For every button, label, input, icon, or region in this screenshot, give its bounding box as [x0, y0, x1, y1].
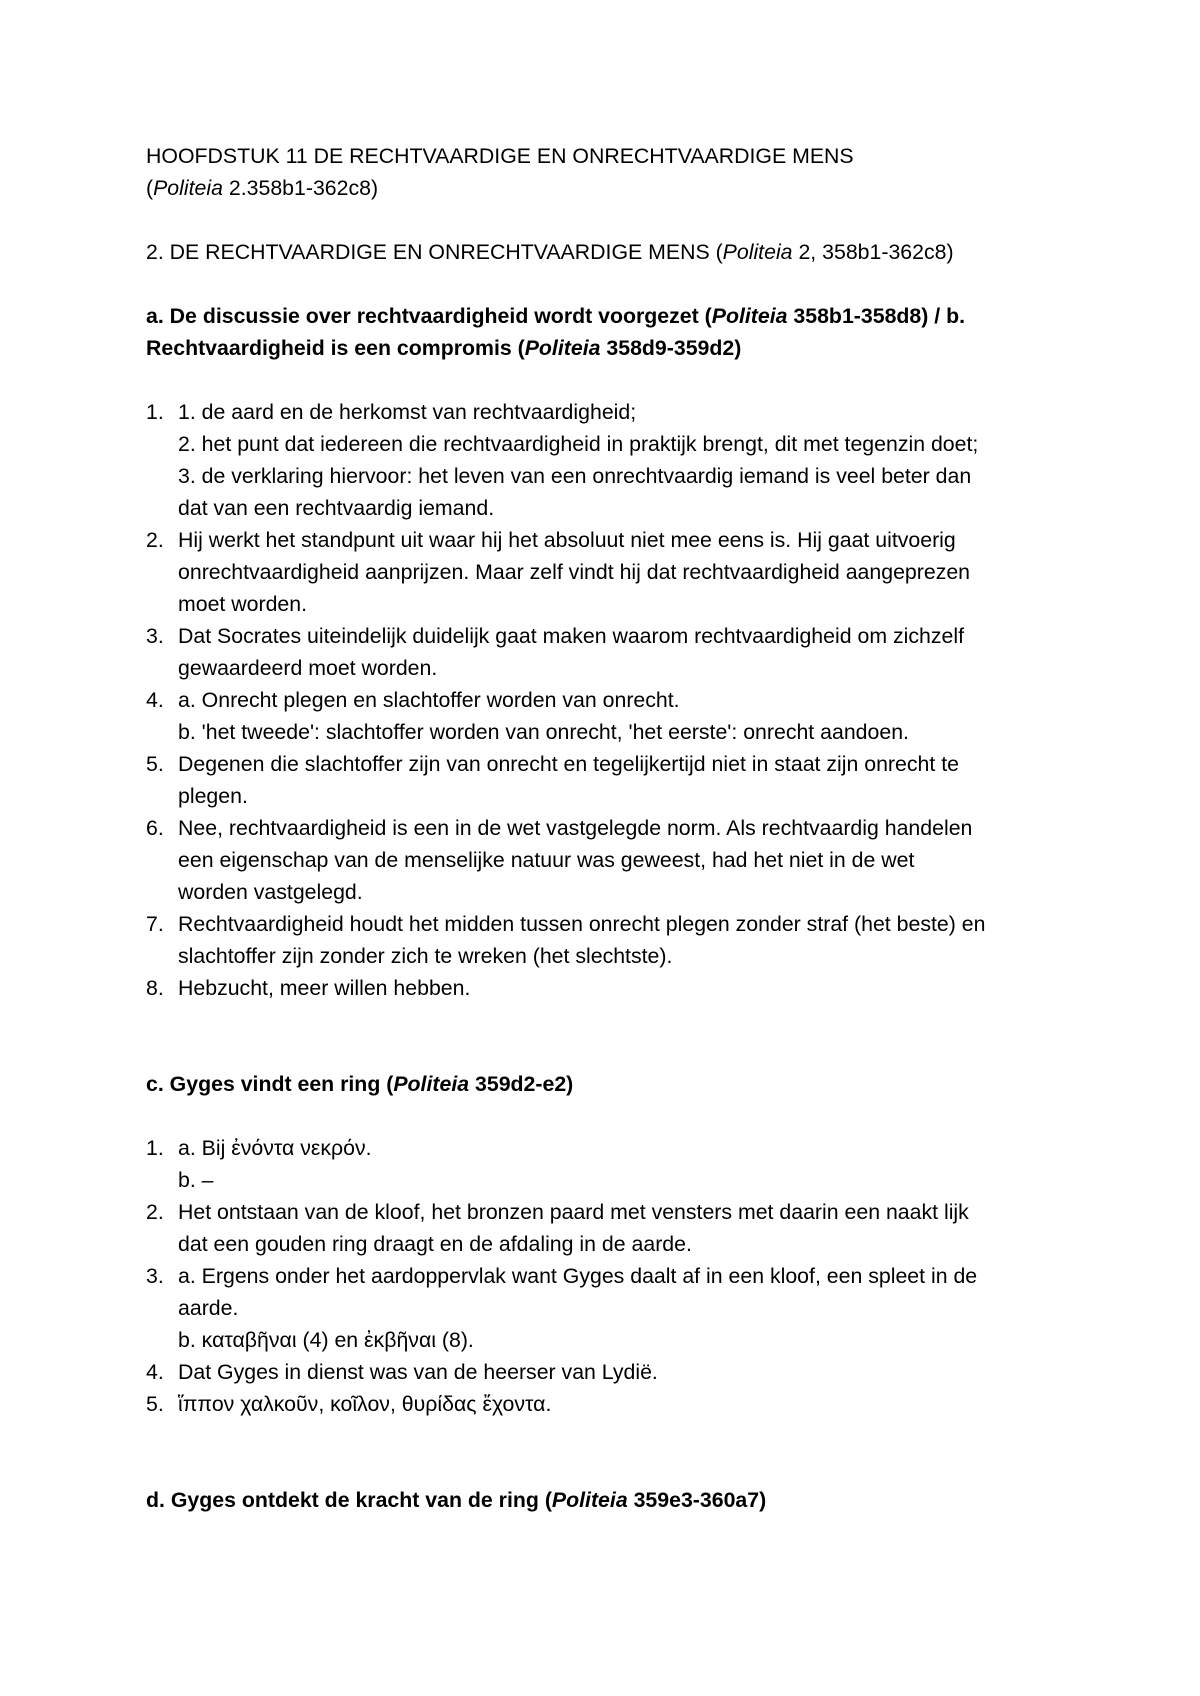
list-item-line: 3. de verklaring hiervoor: het leven van een onrechtvaardig iemand is veel beter dan — [178, 464, 972, 488]
section-a-heading-cont: Rechtvaardigheid is een compromis (Politeia 358d9-359d2) — [146, 336, 742, 360]
list-item-line: Nee, rechtvaardigheid is een in de wet vastgelegde norm. Als rechtvaardig handelen — [178, 816, 973, 840]
list-item-number: 5. — [146, 752, 164, 776]
list-item — [146, 972, 1086, 1004]
chapter-reference: (Politeia 2.358b1-362c8) — [146, 176, 379, 200]
list-item-line: dat een gouden ring draagt en de afdaling in de aarde. — [178, 1232, 692, 1256]
list-item-line: Degenen die slachtoffer zijn van onrecht en tegelijkertijd niet in staat zijn onrecht te — [178, 752, 959, 776]
list-item-line: Dat Gyges in dienst was van de heerser van Lydië. — [178, 1360, 658, 1384]
section-2-heading: 2. DE RECHTVAARDIGE EN ONRECHTVAARDIGE MENS (Politeia 2, 358b1-362c8) — [146, 240, 954, 264]
list-item-line: een eigenschap van de menselijke natuur was geweest, had het niet in de wet — [178, 848, 915, 872]
list-item-line: ἵππον χαλκοῦν, κοῖλον, θυρίδας ἔχοντα. — [178, 1392, 552, 1416]
list-item-line: b. – — [178, 1168, 214, 1192]
list-item — [146, 748, 1086, 812]
document-content — [146, 140, 1086, 1516]
list-item — [146, 1388, 1086, 1420]
list-item-line: Hebzucht, meer willen hebben. — [178, 976, 471, 1000]
list-item-number: 2. — [146, 1200, 164, 1224]
list-item-line: Het ontstaan van de kloof, het bronzen paard met vensters met daarin een naakt lijk — [178, 1200, 969, 1224]
list-item-line: Rechtvaardigheid houdt het midden tussen onrecht plegen zonder straf (het beste) en — [178, 912, 986, 936]
list-item-number: 5. — [146, 1392, 164, 1416]
list-item-number: 4. — [146, 688, 164, 712]
list-item-line: slachtoffer zijn zonder zich te wreken (het slechtste). — [178, 944, 673, 968]
list-item-line: onrechtvaardigheid aanprijzen. Maar zelf vindt hij dat rechtvaardigheid aangeprezen — [178, 560, 971, 584]
list-item — [146, 620, 1086, 684]
list-item-line: b. 'het tweede': slachtoffer worden van onrecht, 'het eerste': onrecht aandoen. — [178, 720, 909, 744]
list-item-line: a. Onrecht plegen en slachtoffer worden van onrecht. — [178, 688, 680, 712]
list-item-line: Hij werkt het standpunt uit waar hij het absoluut niet mee eens is. Hij gaat uitvoerig — [178, 528, 956, 552]
answers-list-a — [146, 396, 1086, 1004]
list-item — [146, 1132, 1086, 1196]
list-item — [146, 684, 1086, 748]
list-item-number: 7. — [146, 912, 164, 936]
list-item-number: 8. — [146, 976, 164, 1000]
list-item — [146, 1260, 1086, 1356]
list-item-line: 1. de aard en de herkomst van rechtvaardigheid; — [178, 400, 637, 424]
list-item — [146, 396, 1086, 524]
list-item — [146, 812, 1086, 908]
list-item — [146, 908, 1086, 972]
list-item-number: 3. — [146, 624, 164, 648]
list-item-number: 2. — [146, 528, 164, 552]
list-item — [146, 524, 1086, 620]
list-item-number: 4. — [146, 1360, 164, 1384]
list-item-line: dat van een rechtvaardig iemand. — [178, 496, 495, 520]
list-item-number: 1. — [146, 400, 164, 424]
list-item-number: 3. — [146, 1264, 164, 1288]
list-item — [146, 1356, 1086, 1388]
section-d-heading: d. Gyges ontdekt de kracht van de ring (Politeia 359e3-360a7) — [146, 1488, 767, 1512]
list-item-line: a. Bij ἐνόντα νεκρόν. — [178, 1136, 372, 1160]
section-c-heading: c. Gyges vindt een ring (Politeia 359d2-e2) — [146, 1072, 574, 1096]
section-a-heading: a. De discussie over rechtvaardigheid wordt voorgezet (Politeia 358b1-358d8) / b. — [146, 304, 966, 328]
list-item-line: gewaardeerd moet worden. — [178, 656, 438, 680]
list-item-line: worden vastgelegd. — [178, 880, 363, 904]
list-item-line: plegen. — [178, 784, 248, 808]
list-item-number: 6. — [146, 816, 164, 840]
answers-list-c — [146, 1132, 1086, 1420]
list-item-line: 2. het punt dat iedereen die rechtvaardigheid in praktijk brengt, dit met tegenzin doet; — [178, 432, 979, 456]
list-item — [146, 1196, 1086, 1260]
list-item-line: a. Ergens onder het aardoppervlak want Gyges daalt af in een kloof, een spleet in de — [178, 1264, 978, 1288]
list-item-line: moet worden. — [178, 592, 308, 616]
list-item-line: Dat Socrates uiteindelijk duidelijk gaat maken waarom rechtvaardigheid om zichzelf — [178, 624, 965, 648]
list-item-number: 1. — [146, 1136, 164, 1160]
list-item-line: b. καταβῆναι (4) en ἐκβῆναι (8). — [178, 1328, 474, 1352]
chapter-title: HOOFDSTUK 11 DE RECHTVAARDIGE EN ONRECHTVAARDIGE MENS — [146, 144, 854, 168]
list-item-line: aarde. — [178, 1296, 239, 1320]
